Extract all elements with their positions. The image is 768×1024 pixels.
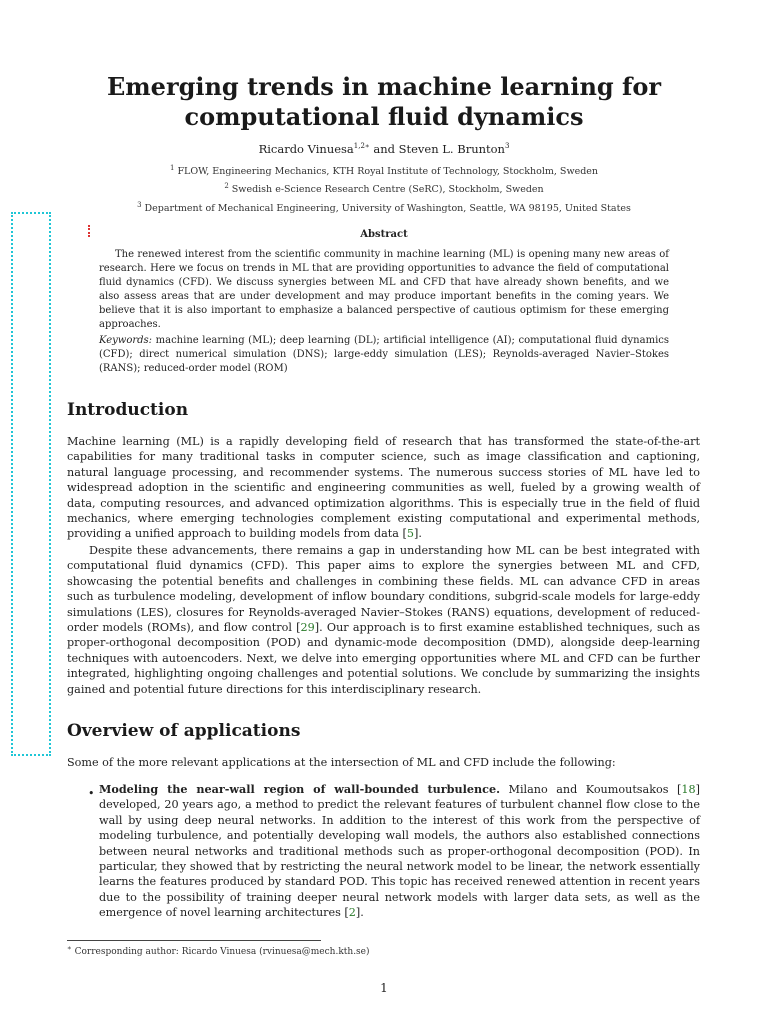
- bullet-item-near-wall: Modeling the near-wall region of wall-bounded turbulence. Milano and Koumoutsakos [18] developed, 20 years ago, a method to predict the relevant features of turbulent channel flow close to the wall by using deep neural networks. In addition to the interest of this work from the perspective of modeling turbulence, and potentially developing wall models, the authors also established connections between neural networks and traditional methods such as proper-orthogonal decomposition (POD). In particular, they showed that by restricting the neural network model to be linear, the network essentially learns the features produced by standard POD. This topic has received renewed attention in recent years due to the possibility of training deeper neural network models with larger data sets, as well as the emergence of novel learning architectures [2].: [99, 782, 700, 920]
- paper-title: Emerging trends in machine learning for computational fluid dynamics: [106, 72, 661, 131]
- section-heading-introduction: Introduction: [67, 400, 189, 420]
- page-number: 1: [380, 981, 388, 995]
- citation-link[interactable]: 18: [681, 783, 696, 796]
- author-line: Ricardo Vinuesa$^{1,2∗}$ and Steven L. Brunton$^3$: [258, 142, 510, 156]
- affiliation-3: $^3$ Department of Mechanical Engineering, University of Washington, Seattle, WA 98195, United States: [137, 201, 631, 215]
- overview-intro: Some of the more relevant applications at the intersection of ML and CFD include the following:: [67, 756, 616, 769]
- bullet-marker: •: [88, 787, 95, 800]
- keywords: Keywords: machine learning (ML); deep learning (DL); artificial intelligence (AI); computational fluid dynamics (CFD); direct numerical simulation (DNS); large-eddy simulation (LES); Reynolds-averaged Navier–Stokes (RANS); reduced-order model (ROM): [99, 335, 669, 374]
- abstract-heading: Abstract: [360, 229, 408, 240]
- citation-link[interactable]: 29: [300, 621, 315, 635]
- abstract-text: The renewed interest from the scientific community in machine learning (ML) is opening many new areas of research. Here we focus on trends in ML that are providing opportunities to advance the field of computational fluid dynamics (CFD). We discuss synergies between ML and CFD that have already shown benefits, and we also assess areas that are under development and may produce important benefits in the coming years. We believe that it is also important to emphasize a balanced perspective of cautious optimism for these emerging approaches.: [99, 249, 669, 330]
- footnote-rule: [67, 940, 321, 941]
- section-heading-overview: Overview of applications: [67, 721, 301, 741]
- citation-link[interactable]: 5: [406, 527, 414, 541]
- affiliation-1: $^1$ FLOW, Engineering Mechanics, KTH Royal Institute of Technology, Stockholm, Sweden: [169, 164, 599, 178]
- affiliation-2: $^2$ Swedish e-Science Research Centre (SeRC), Stockholm, Sweden: [224, 182, 544, 196]
- footnote: ∗ Corresponding author: Ricardo Vinuesa (rvinuesa@mech.kth.se): [67, 944, 370, 957]
- intro-paragraph-2: Despite these advancements, there remains a gap in understanding how ML can be best integrated with computational fluid dynamics (CFD). This paper aims to explore the synergies between ML and CFD, showcasing the potential benefits and challenges in combining these fields. ML can advance CFD in areas such as turbulence modeling, development of inflow boundary conditions, subgrid-scale models for large-eddy simulations (LES), closures for Reynolds-averaged Navier–Stokes (RANS) equations, development of reduced-order models (ROMs), and flow control [29]. Our approach is to first examine established techniques, such as proper-orthogonal decomposition (POD) and dynamic-mode decomposition (DMD), alongside deep-learning techniques with autoencoders. Next, we delve into emerging opportunities where ML and CFD can be further integrated, highlighting ongoing challenges and potential solutions. We conclude by summarizing the insights gained and potential future directions for this interdisciplinary research.: [67, 544, 700, 696]
- intro-paragraph-1: Machine learning (ML) is a rapidly developing field of research that has transformed the state-of-the-art capabilities for many traditional tasks in computer science, such as image classification and captioning, natural language processing, and recommender systems. The numerous success stories of ML have led to widespread adoption in the scientific and engineering communities as well, fueled by a growing wealth of data, computing resources, and advanced optimization algorithms. This is especially true in the field of fluid mechanics, where emerging technologies complement existing computational and experimental methods, providing a unified approach to building models from data [5].: [67, 435, 700, 541]
- citation-link[interactable]: 2: [348, 906, 356, 920]
- selection-outline: [11, 212, 51, 756]
